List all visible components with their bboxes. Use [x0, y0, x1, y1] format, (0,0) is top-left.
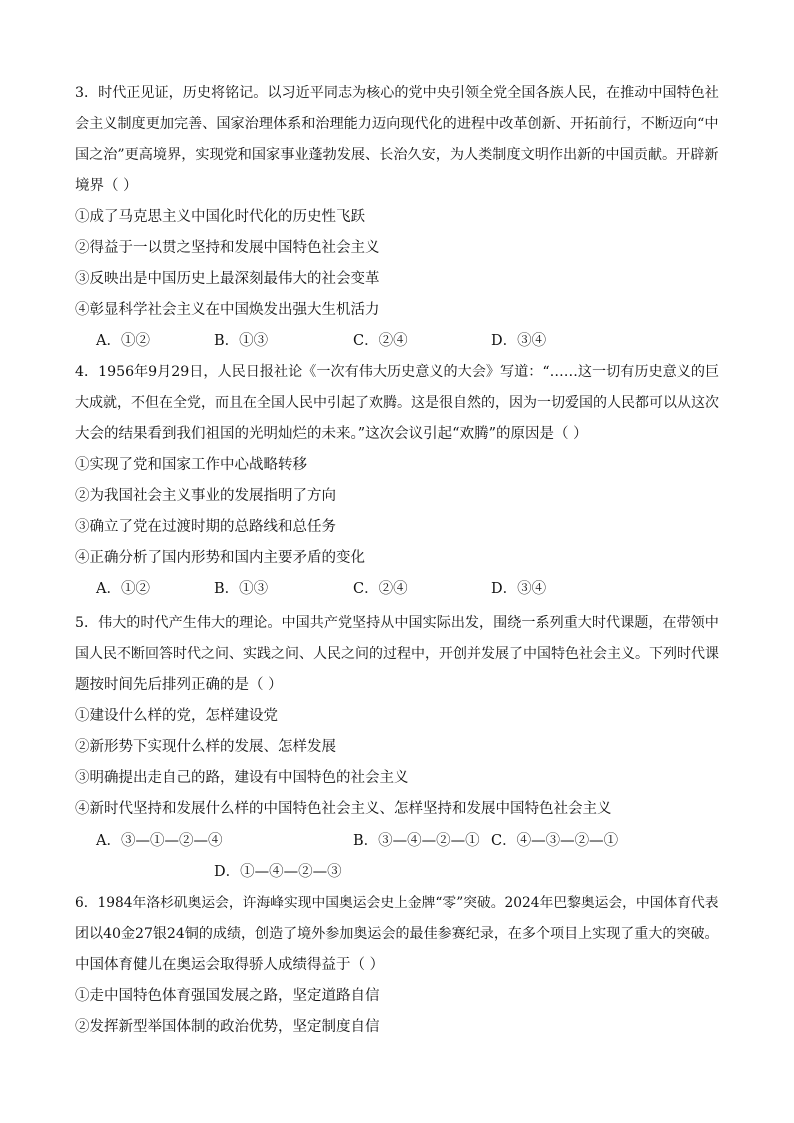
question-4-option-c: C．②④: [353, 581, 408, 597]
question-5-item-1: ①建设什么样的党，怎样建设党: [75, 708, 278, 724]
question-5-item-3: ③明确提出走自己的路，建设有中国特色的社会主义: [75, 770, 409, 786]
question-6-stem-line-2: 团以40金27银24铜的成绩，创造了境外参加奥运会的最佳参赛纪录，在多个项目上实现了重大的突破。: [75, 926, 719, 942]
question-6-item-2: ②发挥新型举国体制的政治优势，坚定制度自信: [75, 1019, 380, 1035]
question-3-option-a: A．①②: [96, 333, 150, 349]
question-3-item-3: ③反映出是中国历史上最深刻最伟大的社会变革: [75, 271, 380, 287]
question-3-item-1: ①成了马克思主义中国化时代化的历史性飞跃: [75, 209, 365, 225]
question-5-option-a: A．③—①—②—④: [96, 833, 223, 849]
question-5-item-4: ④新时代坚持和发展什么样的中国特色社会主义、怎样坚持和发展中国特色社会主义: [75, 801, 612, 817]
question-3-stem-line-2: 会主义制度更加完善、国家治理体系和治理能力迈向现代化的进程中改革创新、开拓前行，不断迈向“中: [75, 116, 719, 132]
question-5-option-c: C．④—③—②—①: [491, 833, 619, 849]
question-3-item-2: ②得益于一以贯之坚持和发展中国特色社会主义: [75, 240, 380, 256]
question-4-stem-line-1: 4．1956年9月29日，人民日报社论《一次有伟大历史意义的大会》写道：“……这一切有历史意义的巨: [75, 364, 720, 380]
question-6-item-1: ①走中国特色体育强国发展之路，坚定道路自信: [75, 988, 380, 1004]
question-5-option-d: D．①—④—②—③: [214, 864, 342, 880]
question-4-stem-line-2: 大成就，不但在全党，而且在全国人民中引起了欢腾。这是很自然的，因为一切爱国的人民都可以从这次: [75, 395, 719, 411]
question-4-item-3: ③确立了党在过渡时期的总路线和总任务: [75, 519, 336, 535]
question-4-item-4: ④正确分析了国内形势和国内主要矛盾的变化: [75, 550, 365, 566]
question-3-stem-line-1: 3．时代正见证，历史将铭记。以习近平同志为核心的党中央引领全党全国各族人民，在推动中国特色社: [75, 85, 719, 101]
question-3-stem-line-3: 国之治”更高境界，实现党和国家事业蓬勃发展、长治久安，为人类制度文明作出新的中国贡献。开辟新: [75, 147, 719, 163]
question-3-option-c: C．②④: [353, 333, 408, 349]
question-4-stem-line-3: 大会的结果看到我们祖国的光明灿烂的未来。”这次会议引起“欢腾”的原因是（ ）: [75, 426, 588, 442]
question-3-option-d: D．③④: [491, 333, 547, 349]
question-4-option-d: D．③④: [491, 581, 547, 597]
question-5-stem-line-2: 国人民不断回答时代之问、实践之问、人民之问的过程中，开创并发展了中国特色社会主义。下列时代课: [75, 646, 719, 662]
question-4-item-2: ②为我国社会主义事业的发展指明了方向: [75, 488, 336, 504]
question-5-item-2: ②新形势下实现什么样的发展、怎样发展: [75, 739, 336, 755]
question-5-stem-line-1: 5．伟大的时代产生伟大的理论。中国共产党坚持从中国实际出发，围绕一系列重大时代课题，在带领中: [75, 615, 719, 631]
question-4-option-a: A．①②: [96, 581, 150, 597]
question-6-stem-line-1: 6．1984年洛杉矶奥运会，许海峰实现中国奥运会史上金牌“零”突破。2024年巴黎奥运会，中国体育代表: [75, 895, 719, 911]
question-5-stem-line-3: 题按时间先后排列正确的是（ ）: [75, 677, 283, 693]
question-3-stem-line-4: 境界（ ）: [75, 178, 138, 194]
question-4-item-1: ①实现了党和国家工作中心战略转移: [75, 457, 307, 473]
question-5-option-b: B．③—④—②—①: [353, 833, 480, 849]
question-3-item-4: ④彰显科学社会主义在中国焕发出强大生机活力: [75, 302, 380, 318]
question-3-option-b: B．①③: [214, 333, 269, 349]
question-6-stem-line-3: 中国体育健儿在奥运会取得骄人成绩得益于（ ）: [75, 957, 385, 973]
question-4-option-b: B．①③: [214, 581, 269, 597]
